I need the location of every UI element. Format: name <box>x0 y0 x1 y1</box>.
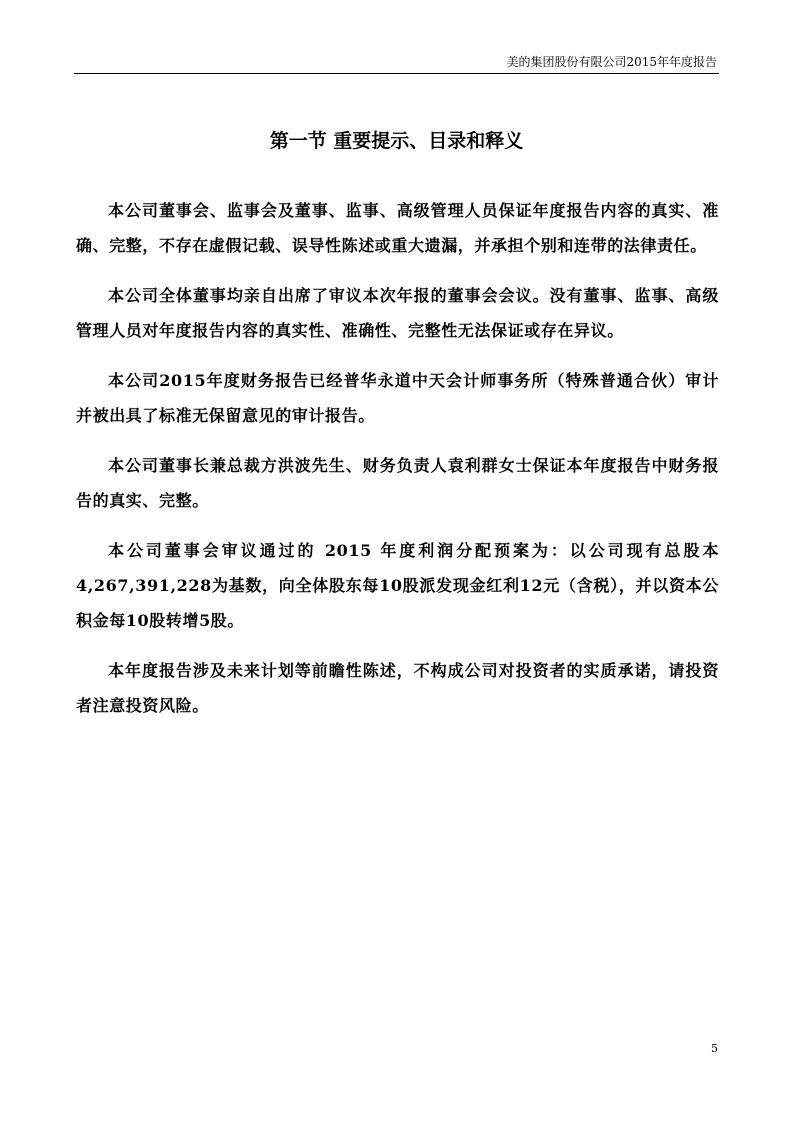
paragraph-profit-distribution: 本公司董事会审议通过的 2015 年度利润分配预案为：以公司现有总股本4,267,391,228为基数，向全体股东每10股派发现金红利12元（含税），并以资本公积金每10股转增5股。 <box>76 541 719 630</box>
important-notice-body <box>76 193 719 738</box>
paragraph-audit-opinion: 本公司2015年度财务报告已经普华永道中天会计师事务所（特殊普通合伙）审计并被出具了标准无保留意见的审计报告。 <box>76 371 719 425</box>
paragraph-board-attendance: 本公司全体董事均亲自出席了审议本次年报的董事会会议。没有董事、监事、高级管理人员对年度报告内容的真实性、准确性、完整性无法保证或存在异议。 <box>76 286 719 340</box>
page-number: 5 <box>711 1042 718 1055</box>
header-divider <box>74 73 719 74</box>
paragraph-board-guarantee: 本公司董事会、监事会及董事、监事、高级管理人员保证年度报告内容的真实、准确、完整，不存在虚假记载、误导性陈述或重大遗漏，并承担个别和连带的法律责任。 <box>76 201 719 255</box>
paragraph-forward-looking: 本年度报告涉及未来计划等前瞻性陈述，不构成公司对投资者的实质承诺，请投资者注意投资风险。 <box>76 661 719 715</box>
running-header: 美的集团股份有限公司2015年年度报告 <box>506 55 717 69</box>
section-title: 第一节 重要提示、目录和释义 <box>269 130 524 152</box>
paragraph-financial-guarantee: 本公司董事长兼总裁方洪波先生、财务负责人袁利群女士保证本年度报告中财务报告的真实、完整。 <box>76 456 719 510</box>
